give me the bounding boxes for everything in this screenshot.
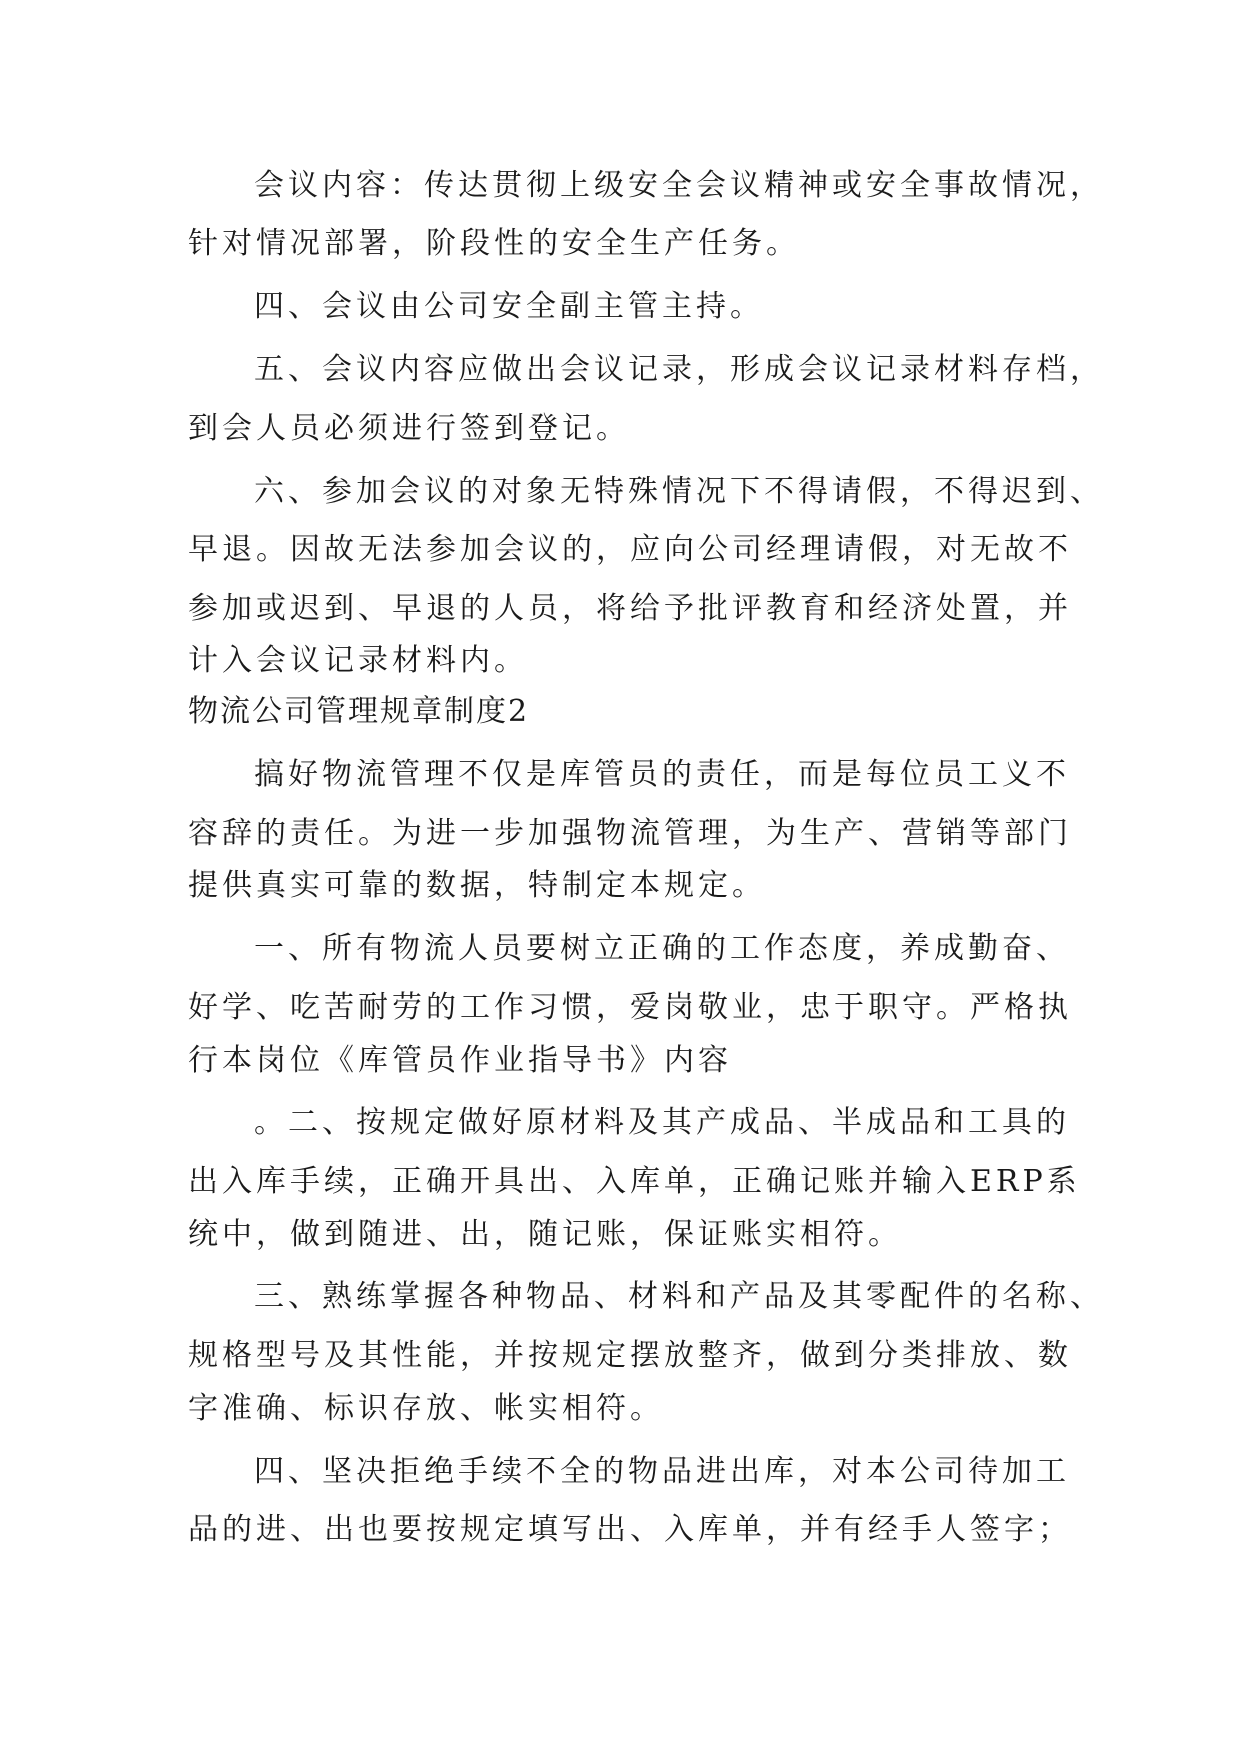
paragraph-line: 一、所有物流人员要树立正确的工作态度，养成勤奋、	[254, 931, 1070, 966]
paragraph-line: 参加或迟到、早退的人员，将给予批评教育和经济处置，并	[188, 591, 1072, 626]
paragraph-line: 搞好物流管理不仅是库管员的责任，而是每位员工义不	[254, 757, 1070, 792]
paragraph-line: 会议内容：传达贯彻上级安全会议精神或安全事故情况，	[254, 168, 1104, 203]
paragraph-line: 规格型号及其性能，并按规定摆放整齐，做到分类排放、数	[188, 1338, 1072, 1373]
paragraph-line: 早退。因故无法参加会议的，应向公司经理请假，对无故不	[188, 532, 1072, 567]
paragraph-line: 。二、按规定做好原材料及其产成品、半成品和工具的	[254, 1105, 1070, 1140]
section-heading: 物流公司管理规章制度2	[188, 694, 530, 729]
paragraph-line: 到会人员必须进行签到登记。	[188, 411, 630, 446]
paragraph-line: 统中，做到随进、出，随记账，保证账实相符。	[188, 1217, 902, 1252]
paragraph-line: 三、熟练掌握各种物品、材料和产品及其零配件的名称、	[254, 1279, 1104, 1314]
paragraph-line: 计入会议记录材料内。	[188, 643, 528, 678]
paragraph-line: 六、参加会议的对象无特殊情况下不得请假，不得迟到、	[254, 474, 1104, 509]
paragraph-line: 四、会议由公司安全副主管主持。	[254, 289, 764, 324]
paragraph-line: 针对情况部署，阶段性的安全生产任务。	[188, 226, 800, 261]
paragraph-line: 容辞的责任。为进一步加强物流管理，为生产、营销等部门	[188, 816, 1072, 851]
paragraph-line: 出入库手续，正确开具出、入库单，正确记账并输入ERP系	[188, 1164, 1081, 1199]
paragraph-line: 五、会议内容应做出会议记录，形成会议记录材料存档，	[254, 352, 1104, 387]
paragraph-line: 字准确、标识存放、帐实相符。	[188, 1391, 664, 1426]
paragraph-line: 四、坚决拒绝手续不全的物品进出库，对本公司待加工	[254, 1454, 1070, 1489]
paragraph-line: 品的进、出也要按规定填写出、入库单，并有经手人签字；	[188, 1512, 1072, 1547]
paragraph-line: 提供真实可靠的数据，特制定本规定。	[188, 868, 766, 903]
paragraph-line: 行本岗位《库管员作业指导书》内容	[188, 1043, 732, 1078]
paragraph-line: 好学、吃苦耐劳的工作习惯，爱岗敬业，忠于职守。严格执	[188, 990, 1072, 1025]
